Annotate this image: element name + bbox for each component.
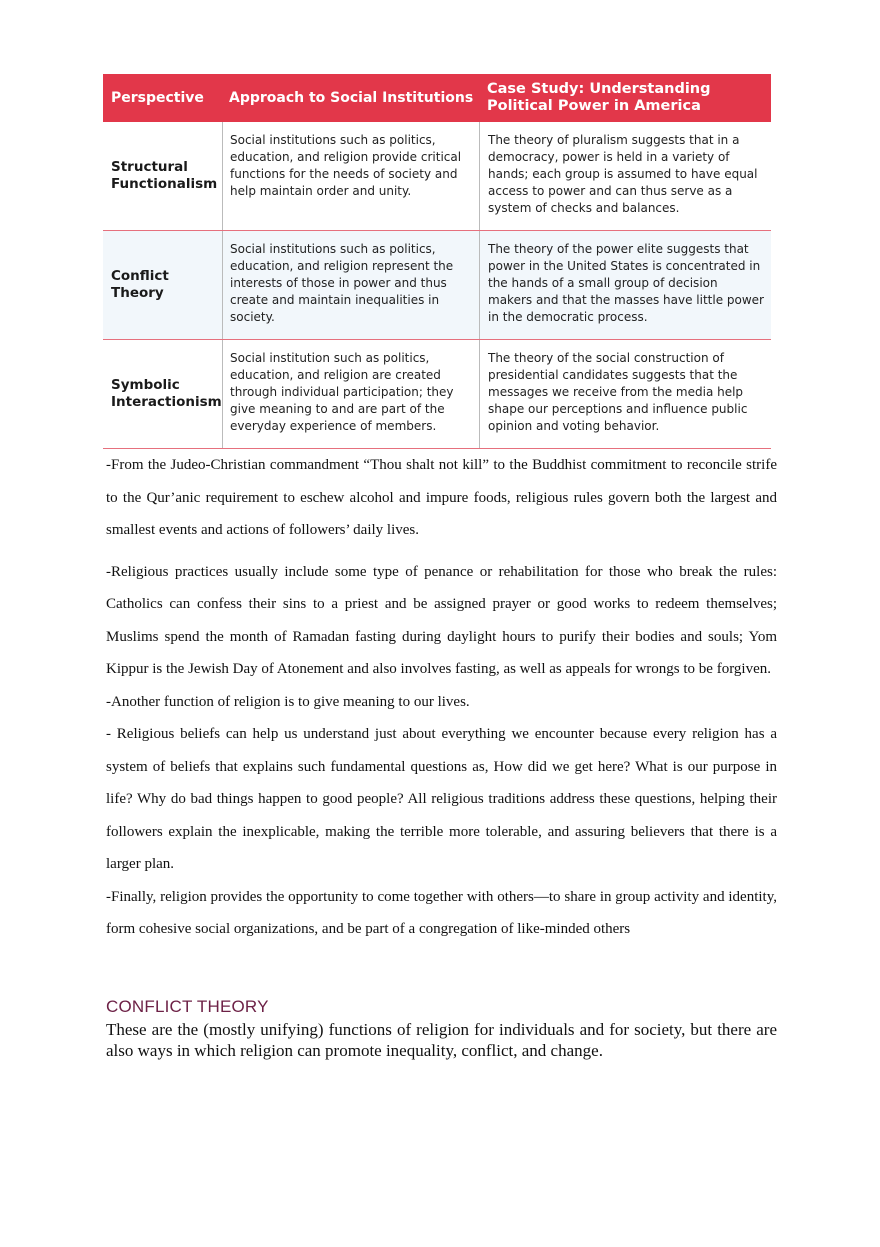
row-case-study: The theory of the social construction of presidential candidates suggests that the messages we receive from the media help shape our perceptions and influence public opinion and voting behavior. (479, 340, 771, 448)
section-text-container (106, 1019, 777, 1061)
section-text: These are the (mostly unifying) functions of religion for individuals and for society, but there are also ways in which religion can promote inequality, conflict, and change. (106, 1020, 777, 1060)
row-perspective: Symbolic Interactionism (111, 377, 222, 410)
table-row (103, 122, 771, 231)
paragraph-religious-practices: -Religious practices usually include some type of penance or rehabilitation for those who break the rules: Catholics can confess their sins to a priest and be assigned prayer or good works to redeem themselves; Muslims spend the month of Ramadan fasting during daylight hours to purify their bodies and souls; Yom Kippur is the Jewish Day of Atonement and also involves fasting, as well as appeals for wrongs to be forgiven. (106, 563, 777, 677)
row-approach: Social institutions such as politics, education, and religion represent the interests of those in power and thus create and maintain inequalities in society. (222, 231, 479, 339)
header-approach: Approach to Social Institutions (229, 89, 474, 106)
row-perspective: Structural Functionalism (111, 159, 218, 192)
perspectives-table (103, 74, 771, 449)
body-text (106, 449, 777, 946)
paragraph-community: -Finally, religion provides the opportunity to come together with others—to share in group activity and identity, form cohesive social organizations, and be part of a congregation of like-minded others (106, 888, 777, 937)
table-row (103, 231, 771, 340)
row-case-study: The theory of pluralism suggests that in a democracy, power is held in a variety of hands; each group is assumed to have equal access to power and can thus serve as a system of checks and balances. (479, 122, 771, 230)
paragraph-meaning: -Another function of religion is to give meaning to our lives. (106, 693, 470, 710)
row-approach: Social institutions such as politics, education, and religion provide critical functions for the needs of society and help maintain order and unity. (222, 122, 479, 230)
paragraph-religious-rules: -From the Judeo-Christian commandment “Thou shalt not kill” to the Buddhist commitment to reconcile strife to the Qur’anic requirement to eschew alcohol and impure foods, religious rules govern both the largest and smallest events and actions of followers’ daily lives. (106, 457, 777, 538)
row-approach: Social institution such as politics, education, and religion are created through individual participation; they give meaning to and are part of the everyday experience of members. (222, 340, 479, 448)
row-perspective: Conflict Theory (111, 268, 169, 301)
row-case-study: The theory of the power elite suggests that power in the United States is concentrated in the hands of a small group of decision makers and that the masses have little power in the democratic process. (479, 231, 771, 339)
section-heading: CONFLICT THEORY (106, 997, 269, 1016)
paragraph-beliefs: - Religious beliefs can help us understand just about everything we encounter because every religion has a system of beliefs that explains such fundamental questions as, How did we get here? What is our purpose in life? Why do bad things happen to good people? All religious traditions address these questions, helping their followers explain the inexplicable, making the terrible more tolerable, and assuring believers that there is a larger plan. (106, 726, 777, 872)
table-row (103, 340, 771, 449)
header-perspective: Perspective (111, 89, 204, 106)
table-header (103, 74, 771, 122)
header-case-study: Case Study: Understanding Political Power in America (487, 81, 711, 114)
